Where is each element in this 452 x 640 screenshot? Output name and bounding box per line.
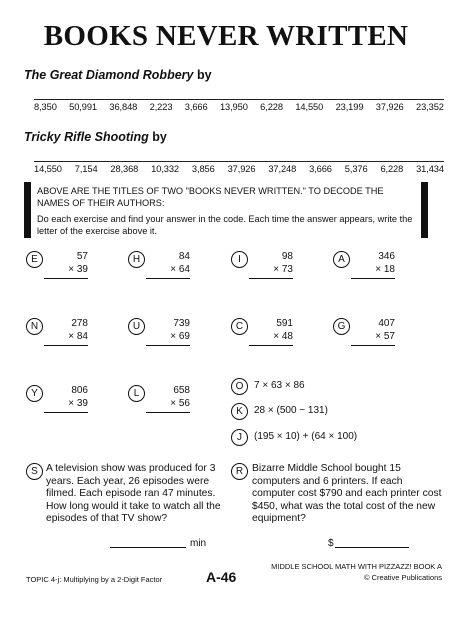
- code-number: 23,199: [335, 102, 364, 112]
- problem-u: [146, 318, 190, 346]
- code-number: 14,550: [295, 102, 324, 112]
- code-number: 23,352: [416, 102, 444, 112]
- problem-y-bottom: × 39: [68, 397, 88, 409]
- code-number: 28,368: [110, 164, 139, 174]
- expression-k: 28 × (500 − 131): [254, 405, 328, 416]
- problem-e-bottom: × 39: [68, 263, 88, 275]
- problem-y-top: 806: [71, 385, 88, 396]
- problem-c-top: 591: [276, 318, 293, 329]
- letter-badge-y: Y: [26, 385, 43, 402]
- problem-i-top: 98: [281, 251, 293, 262]
- instructions-box: [24, 182, 428, 238]
- code-number: 6,228: [260, 102, 283, 112]
- problem-e: [44, 251, 88, 279]
- letter-badge-c: C: [231, 318, 248, 335]
- code-number: 36,848: [109, 102, 138, 112]
- letter-badge-l: L: [128, 385, 145, 402]
- code-number: 3,666: [184, 102, 208, 112]
- problem-n-line: [44, 345, 88, 346]
- letter-badge-a: A: [333, 251, 350, 268]
- answer-unit-s: min: [190, 538, 207, 549]
- problem-h-bottom: × 64: [170, 263, 190, 275]
- code-number: 14,550: [34, 164, 62, 174]
- code-number: 31,434: [416, 164, 444, 174]
- problem-l-bottom: × 56: [170, 397, 190, 409]
- problem-a-bottom: × 18: [375, 263, 395, 275]
- page-number: A-46: [206, 569, 237, 585]
- problem-g-line: [351, 345, 395, 346]
- code-number: 3,666: [309, 164, 332, 174]
- problem-i-line: [249, 278, 293, 279]
- problem-a-line: [351, 278, 395, 279]
- word-problem-r: Bizarre Middle School bought 15 computers and 6 printers. If each computer cost $790 and each printer cost $450, what was the total cost of the new equipment?: [252, 463, 442, 525]
- problem-g-bottom: × 57: [375, 330, 395, 342]
- answer-blank-s[interactable]: [110, 547, 186, 548]
- problem-n: [44, 318, 88, 346]
- book-2-answer-line: [34, 161, 444, 162]
- letter-badge-g: G: [333, 318, 350, 335]
- book-2-name: Tricky Rifle Shooting: [24, 130, 149, 144]
- letter-badge-o: O: [231, 378, 248, 395]
- expression-o: 7 × 63 × 86: [254, 380, 305, 391]
- problem-c: [249, 318, 293, 346]
- problem-h-line: [146, 278, 190, 279]
- word-problem-s: A television show was produced for 3 years. Each year, 26 episodes were filmed. Each episode ran 47 minutes. How long would it take to watch all the episodes of that TV show?: [46, 463, 221, 525]
- worksheet-title: BOOKS NEVER WRITTEN: [43, 20, 409, 52]
- problem-i-bottom: × 73: [273, 263, 293, 275]
- code-number: 3,856: [191, 164, 215, 174]
- footer-topic: TOPIC 4-j: Multiplying by a 2-Digit Factor: [26, 575, 163, 584]
- code-number: 5,376: [344, 164, 368, 174]
- letter-badge-r: R: [231, 463, 248, 480]
- problem-g-top: 407: [378, 318, 395, 329]
- code-number: 10,332: [151, 164, 180, 174]
- code-number: 2,223: [149, 102, 173, 112]
- book-title-2: [24, 130, 167, 144]
- problem-e-line: [44, 278, 88, 279]
- letter-badge-i: I: [231, 251, 248, 268]
- problem-h: [146, 251, 190, 279]
- book-1-by: by: [196, 68, 212, 82]
- book-1-code-row: [34, 102, 444, 112]
- problem-y-line: [44, 412, 88, 413]
- problem-u-top: 739: [173, 318, 190, 329]
- code-number: 13,950: [219, 102, 248, 112]
- problem-u-line: [146, 345, 190, 346]
- problem-l: [146, 385, 190, 413]
- problem-c-line: [249, 345, 293, 346]
- code-number: 37,248: [268, 164, 297, 174]
- letter-badge-h: H: [128, 251, 145, 268]
- problem-l-top: 658: [173, 385, 190, 396]
- problem-h-top: 84: [178, 251, 190, 262]
- footer-publisher: © Creative Publications: [363, 573, 442, 582]
- answer-prefix-r: $: [328, 538, 334, 549]
- code-number: 37,926: [375, 102, 404, 112]
- problem-a-top: 346: [378, 251, 395, 262]
- instructions-heading: ABOVE ARE THE TITLES OF TWO "BOOKS NEVER WRITTEN." TO DECODE THE NAMES OF THEIR AUTHORS:: [37, 186, 384, 208]
- code-number: 50,991: [69, 102, 97, 112]
- book-1-answer-line: [34, 99, 444, 100]
- letter-badge-s: S: [26, 463, 43, 480]
- code-number: 6,228: [380, 164, 404, 174]
- instructions-body: Do each exercise and find your answer in the code. Each time the answer appears, write the letter of the exercise above it.: [37, 214, 413, 236]
- problem-e-top: 57: [76, 251, 88, 262]
- problem-n-top: 278: [71, 318, 88, 329]
- expression-j: (195 × 10) + (64 × 100): [254, 431, 358, 442]
- book-2-code-row: [34, 164, 444, 174]
- answer-blank-r[interactable]: [335, 547, 409, 548]
- problem-n-bottom: × 84: [68, 330, 88, 342]
- book-2-by: by: [152, 130, 167, 144]
- problem-l-line: [146, 412, 190, 413]
- letter-badge-u: U: [128, 318, 145, 335]
- letter-badge-e: E: [26, 251, 43, 268]
- problem-u-bottom: × 69: [170, 330, 190, 342]
- code-number: 8,350: [34, 102, 57, 112]
- problem-i: [249, 251, 293, 279]
- book-title-1: [24, 68, 212, 82]
- code-number: 7,154: [74, 164, 98, 174]
- book-1-name: The Great Diamond Robbery: [24, 68, 194, 82]
- problem-a: [351, 251, 395, 279]
- footer-book: MIDDLE SCHOOL MATH WITH PIZZAZZ! BOOK A: [271, 562, 442, 571]
- letter-badge-j: J: [231, 429, 248, 446]
- code-number: 37,926: [227, 164, 256, 174]
- problem-c-bottom: × 48: [273, 330, 293, 342]
- letter-badge-n: N: [26, 318, 43, 335]
- problem-y: [44, 385, 88, 413]
- problem-g: [351, 318, 395, 346]
- letter-badge-k: K: [231, 403, 248, 420]
